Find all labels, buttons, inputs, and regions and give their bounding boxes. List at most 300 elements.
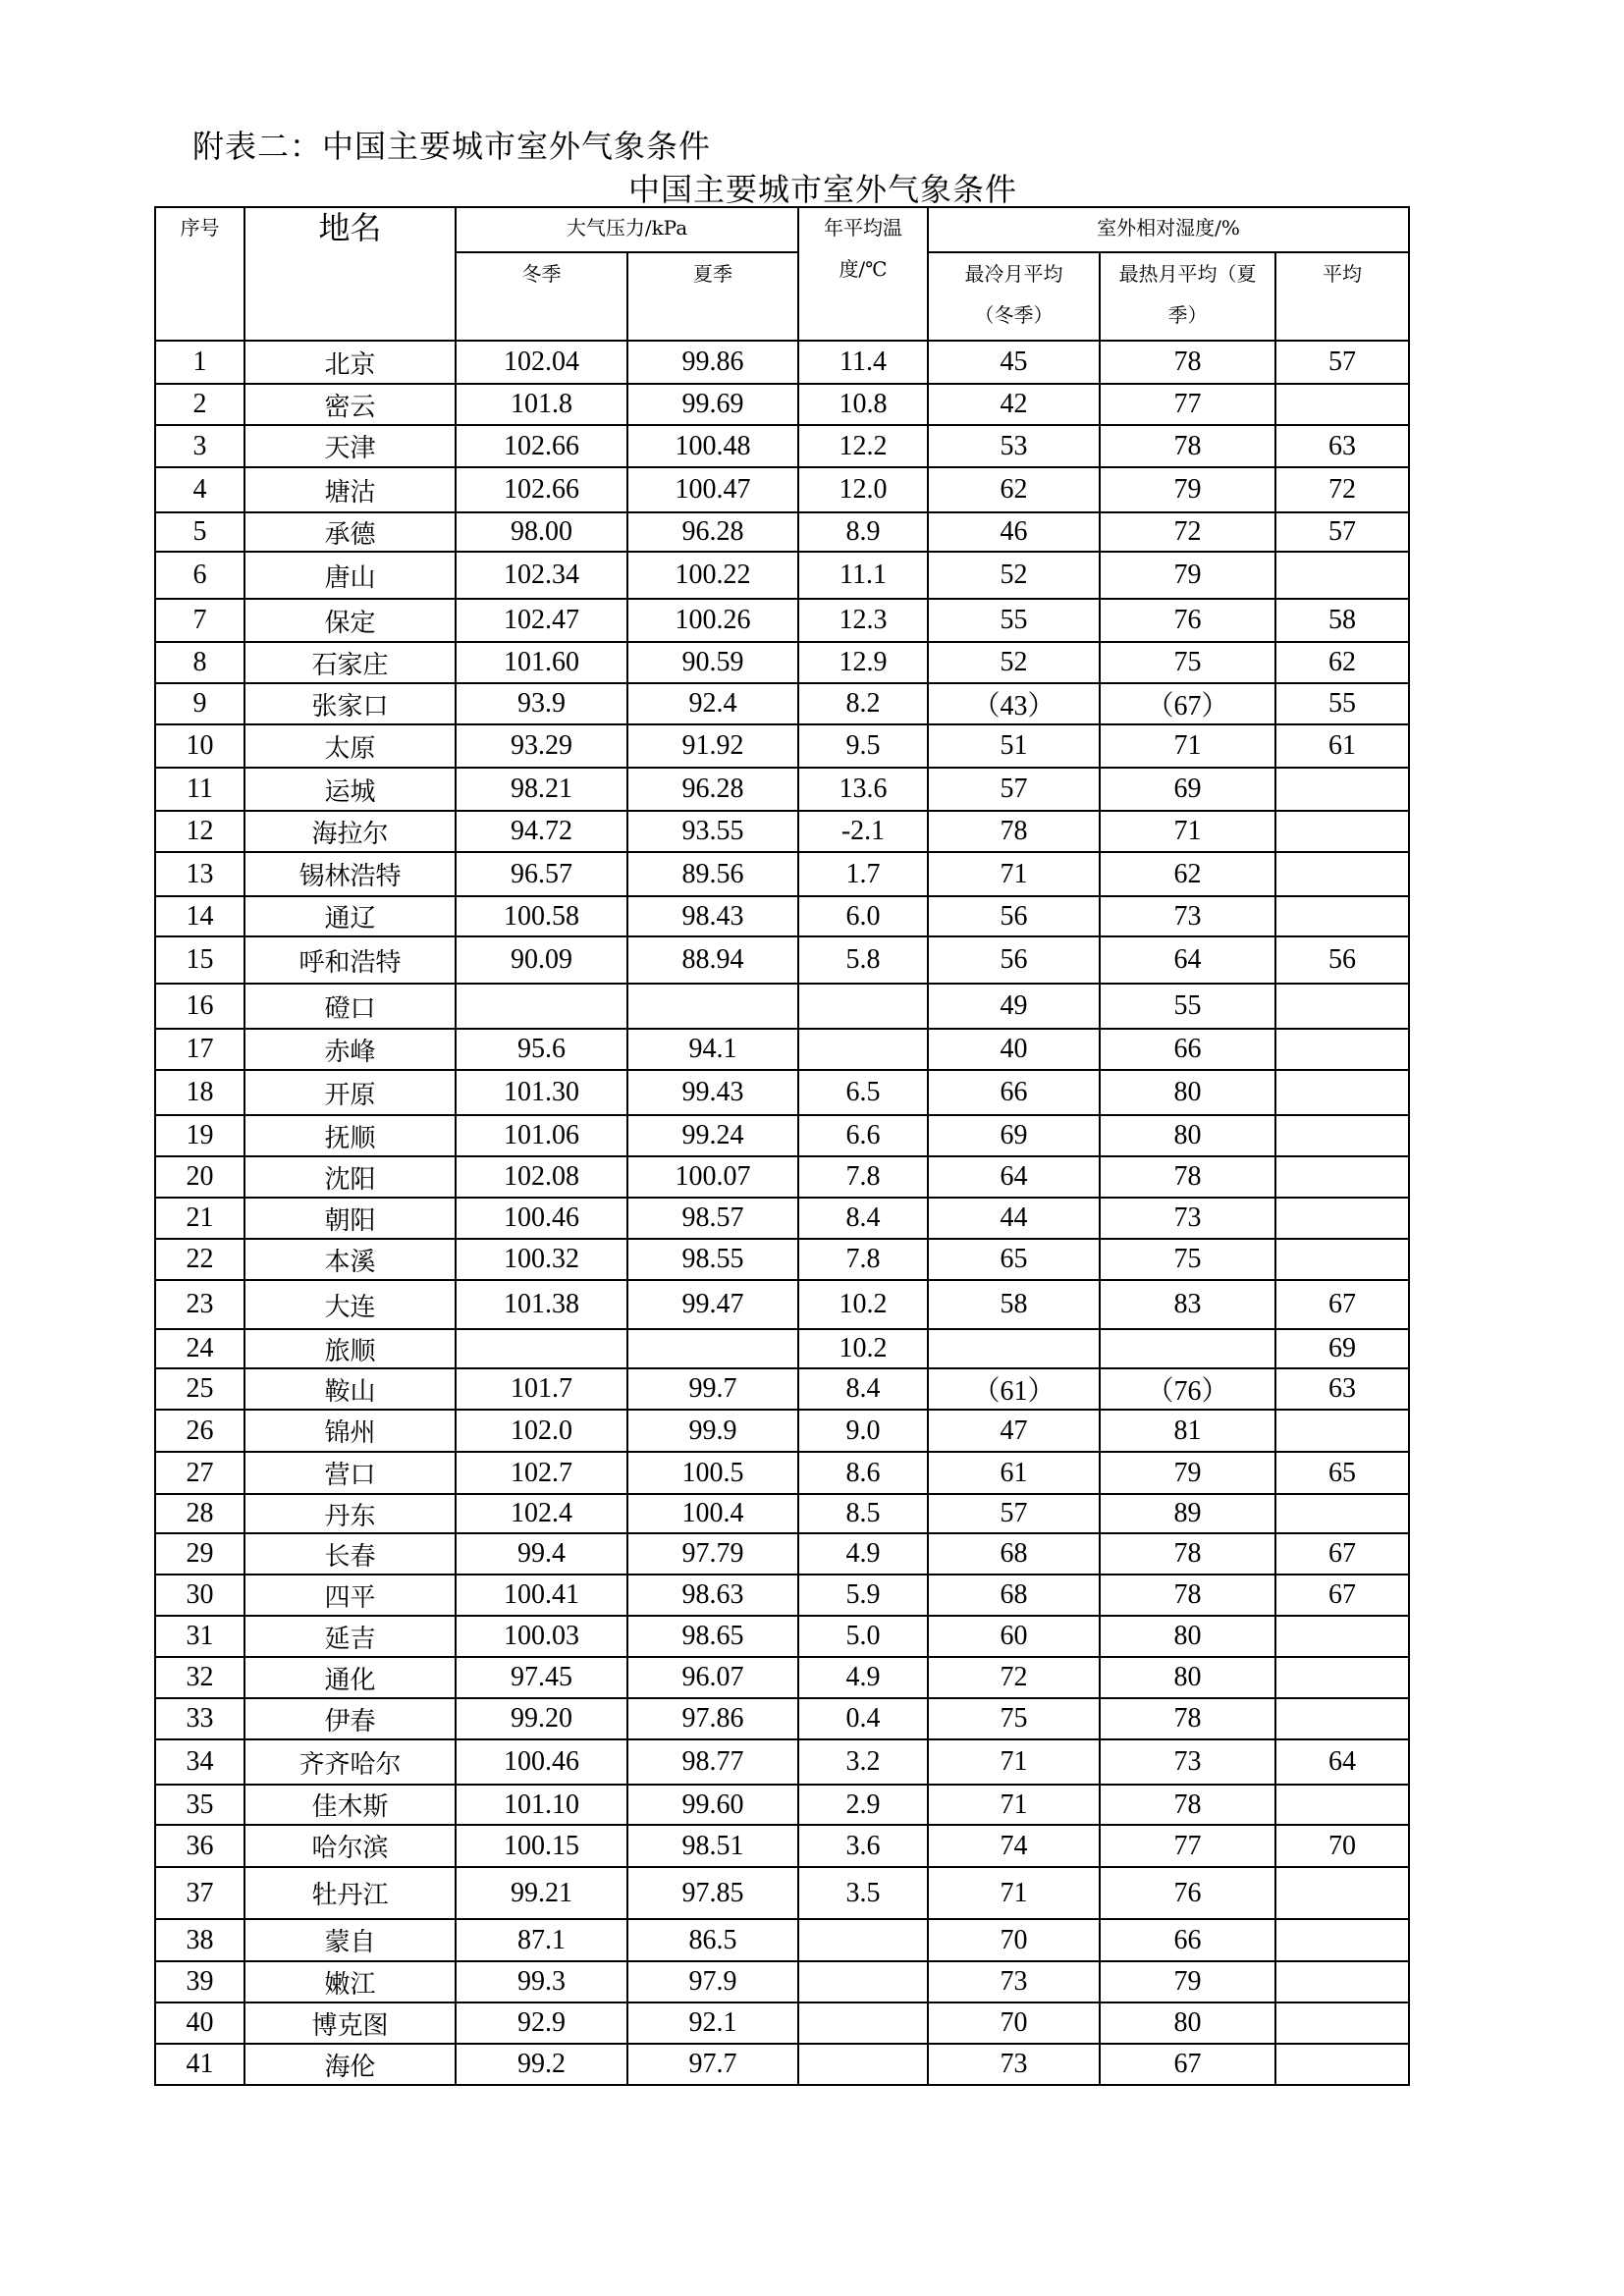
cell-humidity-hot: 80 [1100,2002,1275,2044]
table-row [155,467,1409,512]
cell-pressure-winter: 101.7 [456,1368,627,1410]
cell-city: 朝阳 [244,1198,456,1239]
cell-index: 26 [155,1410,244,1452]
cell-annual-temp: 6.0 [798,896,928,936]
cell-humidity-avg [1275,896,1409,936]
cell-pressure-winter [456,984,627,1029]
table-row [155,1115,1409,1156]
cell-annual-temp: 3.6 [798,1825,928,1867]
weather-table [154,206,1410,2086]
cell-index: 21 [155,1198,244,1239]
table-row [155,683,1409,724]
cell-pressure-winter: 100.46 [456,1198,627,1239]
cell-annual-temp: 7.8 [798,1239,928,1280]
cell-humidity-hot: 80 [1100,1657,1275,1698]
cell-city: 丹东 [244,1494,456,1533]
cell-index: 16 [155,984,244,1029]
cell-index: 6 [155,552,244,599]
cell-city: 海伦 [244,2044,456,2085]
cell-index: 38 [155,1919,244,1961]
cell-index: 24 [155,1329,244,1368]
cell-humidity-hot: 78 [1100,1156,1275,1198]
cell-humidity-cold: 56 [928,896,1100,936]
cell-city: 大连 [244,1280,456,1329]
cell-humidity-avg: 63 [1275,1368,1409,1410]
table-row [155,1368,1409,1410]
cell-index: 8 [155,642,244,683]
table-row [155,1825,1409,1867]
cell-pressure-summer [627,984,798,1029]
cell-annual-temp: 2.9 [798,1785,928,1825]
table-row [155,642,1409,683]
cell-city: 太原 [244,724,456,768]
cell-humidity-cold: 49 [928,984,1100,1029]
cell-pressure-summer: 90.59 [627,642,798,683]
table-row [155,2002,1409,2044]
header-hum-hot-line2: 季） [1167,303,1208,327]
cell-annual-temp: 8.5 [798,1494,928,1533]
cell-humidity-cold: 68 [928,1575,1100,1616]
table-row [155,936,1409,984]
cell-city: 鞍山 [244,1368,456,1410]
cell-city: 开原 [244,1070,456,1115]
cell-humidity-hot: 73 [1100,1198,1275,1239]
cell-humidity-cold: 60 [928,1616,1100,1657]
cell-pressure-winter: 101.30 [456,1070,627,1115]
cell-city: 哈尔滨 [244,1825,456,1867]
cell-humidity-avg [1275,1785,1409,1825]
cell-pressure-summer: 91.92 [627,724,798,768]
header-pressure-winter: 冬季 [456,252,627,341]
cell-index: 13 [155,852,244,896]
cell-humidity-avg [1275,1070,1409,1115]
cell-humidity-cold: 40 [928,1029,1100,1070]
cell-humidity-cold: 69 [928,1115,1100,1156]
table-row [155,1961,1409,2002]
cell-pressure-winter: 102.66 [456,467,627,512]
header-index: 序号 [155,207,244,341]
cell-annual-temp: 4.9 [798,1657,928,1698]
cell-humidity-hot: 79 [1100,467,1275,512]
header-humidity: 室外相对湿度/% [928,207,1409,252]
cell-city: 锦州 [244,1410,456,1452]
cell-humidity-hot: 66 [1100,1029,1275,1070]
cell-pressure-summer: 99.9 [627,1410,798,1452]
cell-humidity-cold: （43） [928,683,1100,724]
cell-pressure-winter: 99.4 [456,1533,627,1575]
cell-humidity-cold: （61） [928,1368,1100,1410]
cell-humidity-hot: 79 [1100,1452,1275,1494]
cell-pressure-winter: 98.21 [456,768,627,811]
cell-pressure-summer: 100.07 [627,1156,798,1198]
cell-humidity-cold: 53 [928,425,1100,467]
cell-humidity-avg: 57 [1275,512,1409,552]
cell-humidity-avg [1275,768,1409,811]
cell-pressure-winter: 96.57 [456,852,627,896]
cell-city: 长春 [244,1533,456,1575]
cell-annual-temp: 0.4 [798,1698,928,1739]
cell-annual-temp: 8.4 [798,1198,928,1239]
cell-humidity-hot: 76 [1100,1867,1275,1919]
cell-index: 25 [155,1368,244,1410]
cell-pressure-summer: 99.7 [627,1368,798,1410]
cell-pressure-summer: 99.60 [627,1785,798,1825]
cell-pressure-summer: 86.5 [627,1919,798,1961]
cell-annual-temp: 10.2 [798,1329,928,1368]
table-row [155,1452,1409,1494]
cell-pressure-summer: 88.94 [627,936,798,984]
cell-annual-temp: 4.9 [798,1533,928,1575]
cell-index: 7 [155,599,244,642]
cell-annual-temp [798,2002,928,2044]
cell-humidity-avg [1275,1410,1409,1452]
cell-humidity-avg [1275,1494,1409,1533]
header-pressure: 大气压力/kPa [456,207,798,252]
cell-city: 本溪 [244,1239,456,1280]
header-temp [798,207,928,341]
cell-city: 蒙自 [244,1919,456,1961]
cell-humidity-cold: 71 [928,852,1100,896]
cell-humidity-hot: 55 [1100,984,1275,1029]
table-row [155,1739,1409,1785]
table-row [155,1575,1409,1616]
cell-humidity-cold: 73 [928,1961,1100,2002]
cell-humidity-avg: 61 [1275,724,1409,768]
cell-city: 嫩江 [244,1961,456,2002]
cell-pressure-winter: 102.08 [456,1156,627,1198]
header-temp-line1: 年平均温 [824,216,902,240]
table-row [155,811,1409,852]
cell-humidity-hot: 83 [1100,1280,1275,1329]
cell-humidity-cold: 47 [928,1410,1100,1452]
cell-humidity-avg: 67 [1275,1575,1409,1616]
cell-annual-temp: 12.0 [798,467,928,512]
cell-humidity-avg [1275,1239,1409,1280]
cell-city: 运城 [244,768,456,811]
cell-humidity-hot: 72 [1100,512,1275,552]
cell-humidity-hot: 78 [1100,341,1275,384]
cell-pressure-winter: 99.20 [456,1698,627,1739]
cell-humidity-cold: 73 [928,2044,1100,2085]
cell-humidity-cold: 62 [928,467,1100,512]
cell-pressure-winter: 101.38 [456,1280,627,1329]
cell-city: 石家庄 [244,642,456,683]
cell-city: 锡林浩特 [244,852,456,896]
cell-annual-temp: 3.5 [798,1867,928,1919]
cell-humidity-avg: 69 [1275,1329,1409,1368]
cell-humidity-cold: 57 [928,1494,1100,1533]
cell-pressure-winter: 100.15 [456,1825,627,1867]
table-row [155,1070,1409,1115]
cell-pressure-winter: 101.60 [456,642,627,683]
cell-humidity-cold: 42 [928,384,1100,425]
cell-index: 31 [155,1616,244,1657]
cell-city: 博克图 [244,2002,456,2044]
cell-pressure-summer: 96.28 [627,768,798,811]
cell-index: 22 [155,1239,244,1280]
cell-pressure-winter: 101.8 [456,384,627,425]
cell-humidity-hot: 67 [1100,2044,1275,2085]
cell-pressure-summer: 99.86 [627,341,798,384]
cell-index: 23 [155,1280,244,1329]
cell-city: 承德 [244,512,456,552]
cell-city: 四平 [244,1575,456,1616]
cell-humidity-cold: 65 [928,1239,1100,1280]
cell-annual-temp: 6.5 [798,1070,928,1115]
cell-pressure-winter: 94.72 [456,811,627,852]
cell-pressure-winter: 102.34 [456,552,627,599]
cell-pressure-winter: 101.10 [456,1785,627,1825]
header-temp-line2: 度/℃ [839,257,888,281]
cell-humidity-avg [1275,1616,1409,1657]
cell-index: 39 [155,1961,244,2002]
cell-humidity-avg: 67 [1275,1533,1409,1575]
cell-pressure-winter: 98.00 [456,512,627,552]
cell-humidity-cold: 71 [928,1867,1100,1919]
cell-index: 34 [155,1739,244,1785]
cell-annual-temp: 11.4 [798,341,928,384]
table-row [155,1329,1409,1368]
cell-pressure-summer: 100.47 [627,467,798,512]
cell-humidity-cold: 45 [928,341,1100,384]
cell-humidity-avg [1275,2044,1409,2085]
cell-pressure-summer: 97.79 [627,1533,798,1575]
cell-humidity-avg: 63 [1275,425,1409,467]
table-title: 中国主要城市室外气象条件 [628,171,1018,208]
cell-pressure-winter: 102.7 [456,1452,627,1494]
cell-humidity-hot: 78 [1100,1533,1275,1575]
cell-index: 3 [155,425,244,467]
cell-humidity-avg [1275,2002,1409,2044]
cell-city: 张家口 [244,683,456,724]
cell-pressure-summer: 92.1 [627,2002,798,2044]
cell-annual-temp: -2.1 [798,811,928,852]
cell-humidity-avg [1275,1029,1409,1070]
cell-pressure-summer: 92.4 [627,683,798,724]
cell-pressure-summer: 100.22 [627,552,798,599]
cell-pressure-summer: 99.43 [627,1070,798,1115]
cell-pressure-summer: 93.55 [627,811,798,852]
cell-pressure-summer: 89.56 [627,852,798,896]
cell-pressure-winter: 102.0 [456,1410,627,1452]
cell-pressure-winter: 95.6 [456,1029,627,1070]
cell-pressure-winter: 93.9 [456,683,627,724]
cell-index: 14 [155,896,244,936]
table-row [155,984,1409,1029]
cell-pressure-winter: 102.04 [456,341,627,384]
cell-pressure-summer: 100.48 [627,425,798,467]
cell-annual-temp: 9.0 [798,1410,928,1452]
cell-index: 5 [155,512,244,552]
cell-pressure-winter: 92.9 [456,2002,627,2044]
cell-pressure-winter: 93.29 [456,724,627,768]
cell-pressure-winter [456,1329,627,1368]
cell-index: 41 [155,2044,244,2085]
cell-humidity-hot: 78 [1100,1785,1275,1825]
cell-city: 营口 [244,1452,456,1494]
cell-humidity-cold: 74 [928,1825,1100,1867]
cell-humidity-cold: 75 [928,1698,1100,1739]
cell-pressure-summer: 96.07 [627,1657,798,1698]
cell-pressure-summer: 97.86 [627,1698,798,1739]
cell-index: 33 [155,1698,244,1739]
cell-humidity-hot: 77 [1100,1825,1275,1867]
cell-annual-temp: 11.1 [798,552,928,599]
cell-humidity-avg [1275,1961,1409,2002]
cell-humidity-avg [1275,1919,1409,1961]
table-row [155,2044,1409,2085]
cell-annual-temp: 12.9 [798,642,928,683]
cell-humidity-hot: 79 [1100,1961,1275,2002]
cell-city: 塘沽 [244,467,456,512]
cell-city: 海拉尔 [244,811,456,852]
cell-city: 旅顺 [244,1329,456,1368]
cell-humidity-avg: 62 [1275,642,1409,683]
cell-city: 天津 [244,425,456,467]
cell-humidity-cold: 51 [928,724,1100,768]
cell-city: 抚顺 [244,1115,456,1156]
cell-city: 北京 [244,341,456,384]
cell-index: 37 [155,1867,244,1919]
cell-pressure-summer: 98.77 [627,1739,798,1785]
cell-pressure-winter: 100.03 [456,1616,627,1657]
cell-humidity-hot: 89 [1100,1494,1275,1533]
cell-index: 9 [155,683,244,724]
cell-humidity-hot: 66 [1100,1919,1275,1961]
table-row [155,724,1409,768]
cell-humidity-hot: 81 [1100,1410,1275,1452]
cell-city: 通化 [244,1657,456,1698]
cell-humidity-cold: 57 [928,768,1100,811]
cell-humidity-cold: 52 [928,552,1100,599]
cell-annual-temp: 8.6 [798,1452,928,1494]
cell-humidity-hot: 71 [1100,811,1275,852]
cell-humidity-cold: 70 [928,1919,1100,1961]
cell-pressure-summer: 97.85 [627,1867,798,1919]
cell-humidity-hot: 77 [1100,384,1275,425]
cell-pressure-summer: 99.69 [627,384,798,425]
cell-index: 40 [155,2002,244,2044]
cell-humidity-hot: 64 [1100,936,1275,984]
cell-humidity-hot: （76） [1100,1368,1275,1410]
cell-city: 保定 [244,599,456,642]
cell-humidity-avg [1275,1198,1409,1239]
cell-annual-temp [798,1919,928,1961]
table-row [155,852,1409,896]
cell-humidity-avg: 58 [1275,599,1409,642]
cell-humidity-hot: 75 [1100,642,1275,683]
cell-humidity-cold [928,1329,1100,1368]
cell-humidity-avg: 56 [1275,936,1409,984]
cell-humidity-cold: 61 [928,1452,1100,1494]
cell-index: 35 [155,1785,244,1825]
header-hum-hot-line1: 最热月平均（夏 [1118,262,1257,286]
cell-humidity-avg [1275,1698,1409,1739]
table-row [155,1919,1409,1961]
cell-index: 18 [155,1070,244,1115]
cell-humidity-avg [1275,1156,1409,1198]
cell-city: 齐齐哈尔 [244,1739,456,1785]
cell-humidity-hot: 80 [1100,1115,1275,1156]
cell-humidity-cold: 44 [928,1198,1100,1239]
cell-pressure-summer [627,1329,798,1368]
cell-humidity-cold: 71 [928,1785,1100,1825]
table-row [155,1533,1409,1575]
cell-pressure-summer: 96.28 [627,512,798,552]
cell-humidity-cold: 56 [928,936,1100,984]
cell-annual-temp: 9.5 [798,724,928,768]
cell-index: 28 [155,1494,244,1533]
table-row [155,768,1409,811]
cell-humidity-cold: 68 [928,1533,1100,1575]
cell-city: 磴口 [244,984,456,1029]
cell-index: 29 [155,1533,244,1575]
cell-pressure-summer: 99.47 [627,1280,798,1329]
cell-city: 牡丹江 [244,1867,456,1919]
cell-index: 20 [155,1156,244,1198]
table-row [155,341,1409,384]
header-pressure-summer: 夏季 [627,252,798,341]
cell-pressure-summer: 99.24 [627,1115,798,1156]
cell-humidity-avg [1275,1657,1409,1698]
cell-humidity-hot: 80 [1100,1070,1275,1115]
cell-index: 17 [155,1029,244,1070]
cell-humidity-cold: 64 [928,1156,1100,1198]
cell-city: 延吉 [244,1616,456,1657]
cell-index: 27 [155,1452,244,1494]
cell-humidity-avg [1275,384,1409,425]
cell-humidity-avg: 65 [1275,1452,1409,1494]
cell-humidity-hot: （67） [1100,683,1275,724]
cell-index: 1 [155,341,244,384]
table-row [155,1698,1409,1739]
cell-pressure-summer: 97.7 [627,2044,798,2085]
cell-annual-temp: 1.7 [798,852,928,896]
cell-humidity-avg [1275,984,1409,1029]
cell-pressure-winter: 99.2 [456,2044,627,2085]
cell-pressure-summer: 98.55 [627,1239,798,1280]
cell-humidity-avg [1275,811,1409,852]
cell-city: 密云 [244,384,456,425]
cell-annual-temp: 10.8 [798,384,928,425]
cell-index: 32 [155,1657,244,1698]
cell-pressure-summer: 98.43 [627,896,798,936]
cell-pressure-winter: 101.06 [456,1115,627,1156]
cell-pressure-winter: 100.58 [456,896,627,936]
cell-humidity-hot: 69 [1100,768,1275,811]
cell-city: 唐山 [244,552,456,599]
cell-humidity-avg: 67 [1275,1280,1409,1329]
cell-humidity-avg [1275,1867,1409,1919]
cell-city: 沈阳 [244,1156,456,1198]
cell-pressure-summer: 100.5 [627,1452,798,1494]
cell-humidity-hot [1100,1329,1275,1368]
cell-pressure-summer: 97.9 [627,1961,798,2002]
cell-annual-temp [798,1029,928,1070]
cell-city: 佳木斯 [244,1785,456,1825]
cell-humidity-avg: 57 [1275,341,1409,384]
table-row [155,552,1409,599]
table-row [155,1867,1409,1919]
cell-humidity-hot: 79 [1100,552,1275,599]
cell-humidity-avg [1275,552,1409,599]
cell-pressure-winter: 100.32 [456,1239,627,1280]
cell-index: 10 [155,724,244,768]
table-row [155,599,1409,642]
cell-pressure-summer: 98.51 [627,1825,798,1867]
cell-city: 伊春 [244,1698,456,1739]
cell-pressure-summer: 100.26 [627,599,798,642]
